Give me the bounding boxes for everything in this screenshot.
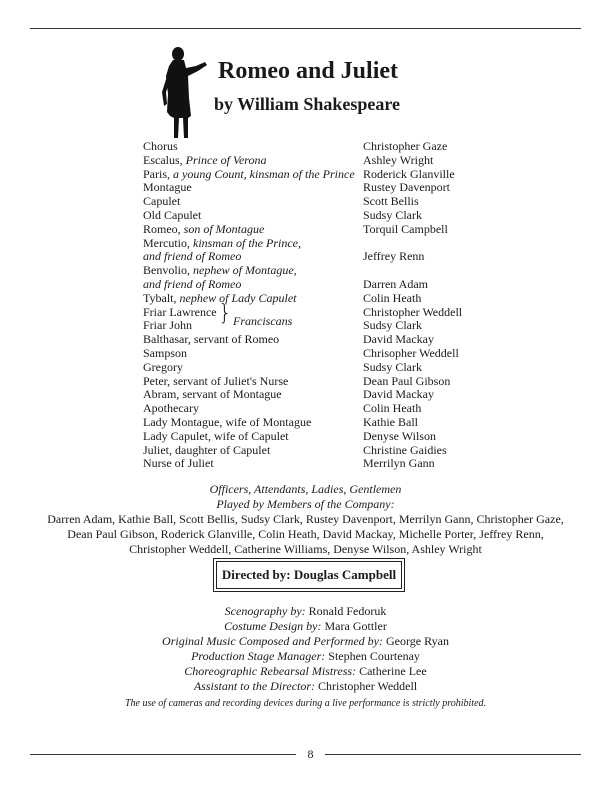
cast-role [143,429,289,443]
cast-role-description: a young Count, kinsman of the Prince [173,166,355,181]
credit-name: Ronald Fedoruk [308,604,387,618]
cast-actor: Merrilyn Gann [363,456,435,471]
credit-label: Production Stage Manager: [191,649,326,663]
cast-role [143,346,187,360]
cast-role-description: nephew of Montague, [193,263,297,278]
cast-row [0,153,611,167]
cast-role [143,222,264,236]
credit-name: Mara Gottler [324,619,387,633]
cast-role [143,305,217,319]
cast-role [143,401,199,415]
cast-role-text: Escalus, [143,152,186,167]
recording-notice: The use of cameras and recording devices during a live performance is strictly prohibited. [124,698,487,709]
cast-role [143,360,183,374]
cast-row [0,249,611,263]
cast-role-text: Tybalt, [143,290,180,305]
cast-role [143,387,282,401]
cast-role-description: nephew of Lady Capulet [179,290,297,305]
cast-row [0,194,611,208]
cast-role [143,456,214,470]
cast-row [0,305,611,319]
cast-actor: Ashley Wright [363,152,434,167]
cast-role [143,249,241,263]
cast-role-text: Peter, servant of Juliet's Nurse [143,373,289,388]
cast-row [0,374,611,388]
credit-line [0,649,611,664]
cast-role [143,153,267,167]
franciscans-note: Franciscans [233,314,293,328]
credit-name: George Ryan [386,634,449,648]
cast-actor: David Mackay [363,332,434,347]
company-block [0,482,611,557]
cast-row [0,332,611,346]
credit-name: Christopher Weddell [318,679,418,693]
cast-row [0,401,611,415]
cast-role-text: Mercutio, [143,235,193,250]
cast-actor: Jeffrey Renn [363,249,425,264]
cast-actor: Torquil Campbell [363,221,448,236]
company-members-line: Darren Adam, Kathie Ball, Scott Bellis, Sudsy Clark, Rustey Davenport, Merrilyn Gann, Christopher Gaze, [47,512,564,526]
credit-line [0,664,611,679]
cast-role-text: Balthasar, servant of Romeo [143,332,280,347]
bottom-rule-right [325,754,581,755]
cast-role [143,318,192,332]
cast-role [143,167,355,181]
cast-role [143,139,178,153]
shakespeare-silhouette-icon [158,46,210,140]
cast-role-description: Prince of Verona [185,152,267,167]
friars-bracket: } [218,301,232,326]
cast-role-text: Sampson [143,346,188,360]
cast-actor: David Mackay [363,387,434,402]
credit-label: Original Music Composed and Performed by: [162,634,384,648]
cast-actor: Sudsy Clark [363,208,423,222]
credit-line [0,679,611,694]
cast-role [143,208,201,222]
cast-role-text: Juliet, daughter of Capulet [143,442,271,457]
credit-line [0,604,611,619]
cast-actor: Colin Heath [363,401,422,416]
play-author: by William Shakespeare [214,94,401,114]
cast-role-text: Abram, servant of Montague [143,387,282,402]
cast-row [0,387,611,401]
cast-row [0,291,611,305]
company-roles: Officers, Attendants, Ladies, Gentlemen [209,482,402,496]
cast-actor: Sudsy Clark [363,318,423,333]
cast-row [0,180,611,194]
cast-role-text: Chorus [143,139,178,153]
cast-role-description: kinsman of the Prince, [193,235,301,250]
cast-actor: Chrisopher Weddell [363,346,459,360]
cast-row [0,167,611,181]
top-rule [30,28,581,29]
cast-role-text: Gregory [143,359,183,374]
play-title: Romeo and Juliet [218,58,398,84]
cast-row [0,263,611,277]
cast-actor: Kathie Ball [363,415,418,429]
cast-actor: Christine Gaidies [363,442,447,457]
cast-row [0,346,611,360]
cast-role-text: Lady Montague, wife of Montague [143,415,312,429]
cast-role [143,194,180,208]
cast-role [143,263,297,277]
page-number: 8 [307,747,314,761]
cast-role-description: and friend of Romeo [143,249,242,264]
credit-label: Scenography by: [224,604,306,618]
credit-name: Catherine Lee [359,664,427,678]
cast-actor: Dean Paul Gibson [363,373,451,388]
credit-label: Assistant to the Director: [193,679,316,693]
director-box: Directed by: Douglas Campbell [216,561,402,589]
cast-actor: Darren Adam [363,277,428,291]
cast-role [143,332,279,346]
credit-line [0,634,611,649]
company-members-line: Dean Paul Gibson, Roderick Glanville, Colin Heath, David Mackay, Michelle Porter, Jeffrey Renn, [67,527,544,541]
cast-role-text: Lady Capulet, wife of Capulet [143,428,289,443]
cast-actor: Colin Heath [363,290,422,305]
cast-row [0,429,611,443]
production-credits [0,604,611,694]
company-members-line: Christopher Weddell, Catherine Williams, Denyse Wilson, Ashley Wright [129,542,482,556]
cast-row [0,236,611,250]
cast-role [143,443,270,457]
cast-role-text: Old Capulet [143,208,202,222]
cast-role-text: Nurse of Juliet [143,456,214,471]
cast-role [143,374,288,388]
cast-row [0,222,611,236]
cast-role-description: and friend of Romeo [143,277,242,291]
credit-line [0,619,611,634]
cast-actor: Scott Bellis [363,194,419,209]
cast-row [0,318,611,332]
cast-actor: Christopher Weddell [363,304,463,319]
cast-actor: Roderick Glanville [363,166,455,181]
cast-role [143,415,311,429]
cast-row [0,443,611,457]
cast-actor: Christopher Gaze [363,139,448,153]
cast-row [0,456,611,470]
cast-row [0,415,611,429]
company-played-by: Played by Members of the Company: [216,497,395,511]
cast-role-text: Paris, [143,166,173,181]
cast-role-text: Romeo, [143,221,184,236]
cast-role-text: Benvolio, [143,263,193,278]
credit-label: Costume Design by: [224,619,322,633]
bottom-rule-left [30,754,296,755]
cast-role-text: Apothecary [143,401,199,416]
cast-role [143,236,301,250]
cast-role-description: son of Montague [183,221,265,236]
cast-role-text: Montague [143,180,192,195]
cast-role-text: Friar John [143,318,192,333]
cast-row [0,277,611,291]
cast-row [0,139,611,153]
cast-actor: Sudsy Clark [363,359,423,374]
cast-role [143,180,192,194]
cast-row [0,360,611,374]
cast-role-text: Capulet [143,194,181,209]
cast-actor: Denyse Wilson [363,428,436,443]
cast-actor: Rustey Davenport [363,180,450,195]
credit-name: Stephen Courtenay [328,649,420,663]
cast-role-text: Friar Lawrence [143,304,217,319]
credit-label: Choreographic Rebearsal Mistress: [184,664,357,678]
cast-row [0,208,611,222]
cast-role [143,277,241,291]
